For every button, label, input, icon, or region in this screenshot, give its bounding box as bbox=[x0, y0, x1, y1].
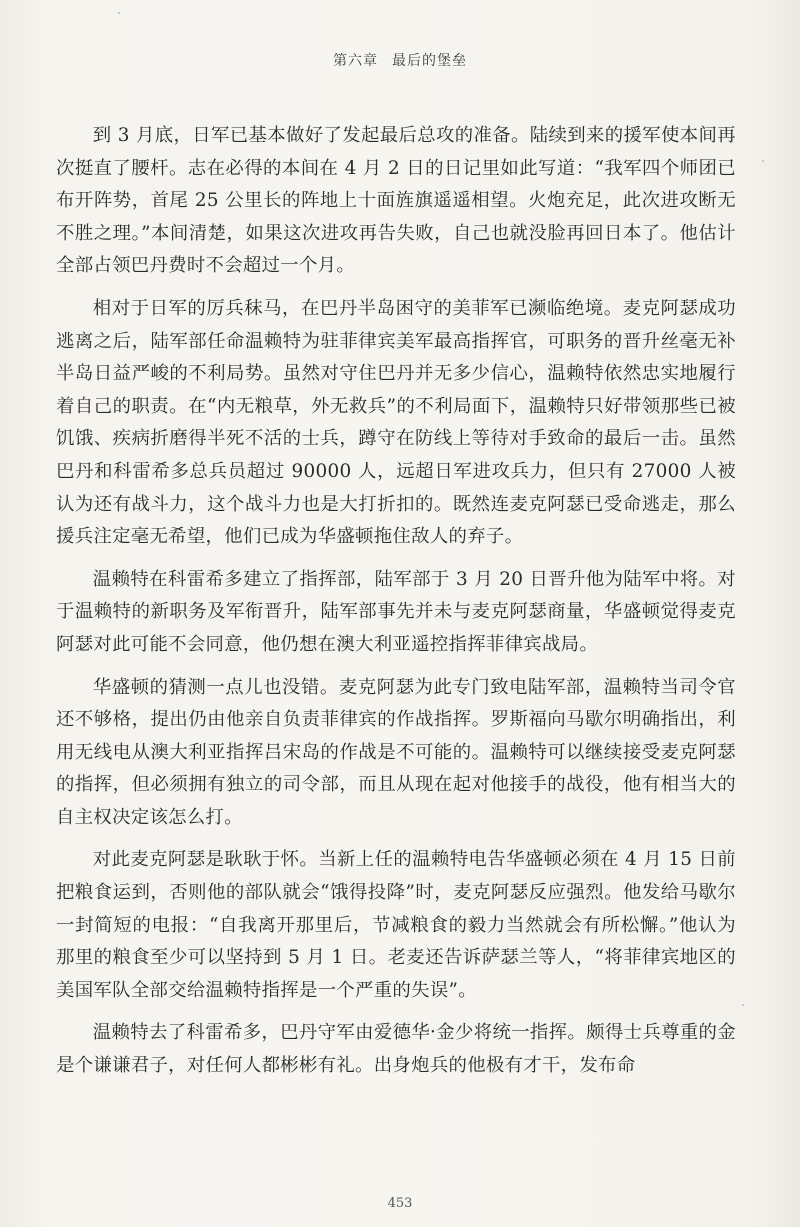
page-number: 453 bbox=[387, 1196, 413, 1211]
paragraph: 对此麦克阿瑟是耿耿于怀。当新上任的温赖特电告华盛顿必须在 4 月 15 日前把粮食运到，否则他的部队就会“饿得投降”时，麦克阿瑟反应强烈。他发给马歇尔一封简短的电报：“自我离开那里后，节减粮食的毅力当然就会有所松懈。”他认为那里的粮食至少可以坚持到 5 月 1 日。老麦还告诉萨瑟兰等人，“将菲律宾地区的美国军队全部交给温赖特指挥是一个严重的失误”。 bbox=[56, 849, 736, 1001]
paragraph: 相对于日军的厉兵秣马，在巴丹半岛困守的美菲军已濒临绝境。麦克阿瑟成功逃离之后，陆军部任命温赖特为驻菲律宾美军最高指挥官，可职务的晋升丝毫无补半岛日益严峻的不利局势。虽然对守住巴丹并无多少信心，温赖特依然忠实地履行着自己的职责。在“内无粮草，外无救兵”的不利局面下，温赖特只好带领那些已被饥饿、疾病折磨得半死不活的士兵，蹲守在防线上等待对手致命的最后一击。虽然巴丹和科雷希多总兵员超过 90000 人，远超日军进攻兵力，但只有 27000 人被认为还有战斗力，这个战斗力也是大打折扣的。既然连麦克阿瑟已受命逃走，那么援兵注定毫无希望，他们已成为华盛顿拖住敌人的弃子。 bbox=[56, 297, 736, 548]
paper-speck bbox=[742, 1004, 744, 1006]
body-text bbox=[56, 120, 736, 1093]
paper-speck bbox=[762, 160, 764, 162]
running-head bbox=[0, 50, 800, 70]
paragraph: 华盛顿的猜测一点儿也没错。麦克阿瑟为此专门致电陆军部，温赖特当司令官还不够格，提出仍由他亲自负责菲律宾的作战指挥。罗斯福向马歇尔明确指出，利用无线电从澳大利亚指挥吕宋岛的作战是不可能的。温赖特可以继续接受麦克阿瑟的指挥，但必须拥有独立的司令部，而且从现在起对他接手的战役，他有相当大的自主权决定该怎么打。 bbox=[56, 676, 736, 828]
paragraph: 温赖特在科雷希多建立了指挥部，陆军部于 3 月 20 日晋升他为陆军中将。对于温赖特的新职务及军衔晋升，陆军部事先并未与麦克阿瑟商量，华盛顿觉得麦克阿瑟对此可能不会同意，他仍想在澳大利亚遥控指挥菲律宾战局。 bbox=[56, 568, 736, 655]
chapter-number: 第六章 bbox=[333, 53, 378, 69]
paper-speck bbox=[118, 12, 120, 14]
paragraph: 到 3 月底，日军已基本做好了发起最后总攻的准备。陆续到来的援军使本间再次挺直了腰杆。志在必得的本间在 4 月 2 日的日记里如此写道：“我军四个师团已布开阵势，首尾 25 公里长的阵地上十面旌旗遥遥相望。火炮充足，此次进攻断无不胜之理。”本间清楚，如果这次进攻再告失败，自己也就没脸再回日本了。他估计全部占领巴丹费时不会超过一个月。 bbox=[56, 125, 736, 277]
paragraph: 温赖特去了科雷希多，巴丹守军由爱德华·金少将统一指挥。颇得士兵尊重的金是个谦谦君子，对任何人都彬彬有礼。出身炮兵的他极有才干，发布命 bbox=[56, 1022, 736, 1077]
chapter-title: 最后的堡垒 bbox=[392, 53, 467, 69]
